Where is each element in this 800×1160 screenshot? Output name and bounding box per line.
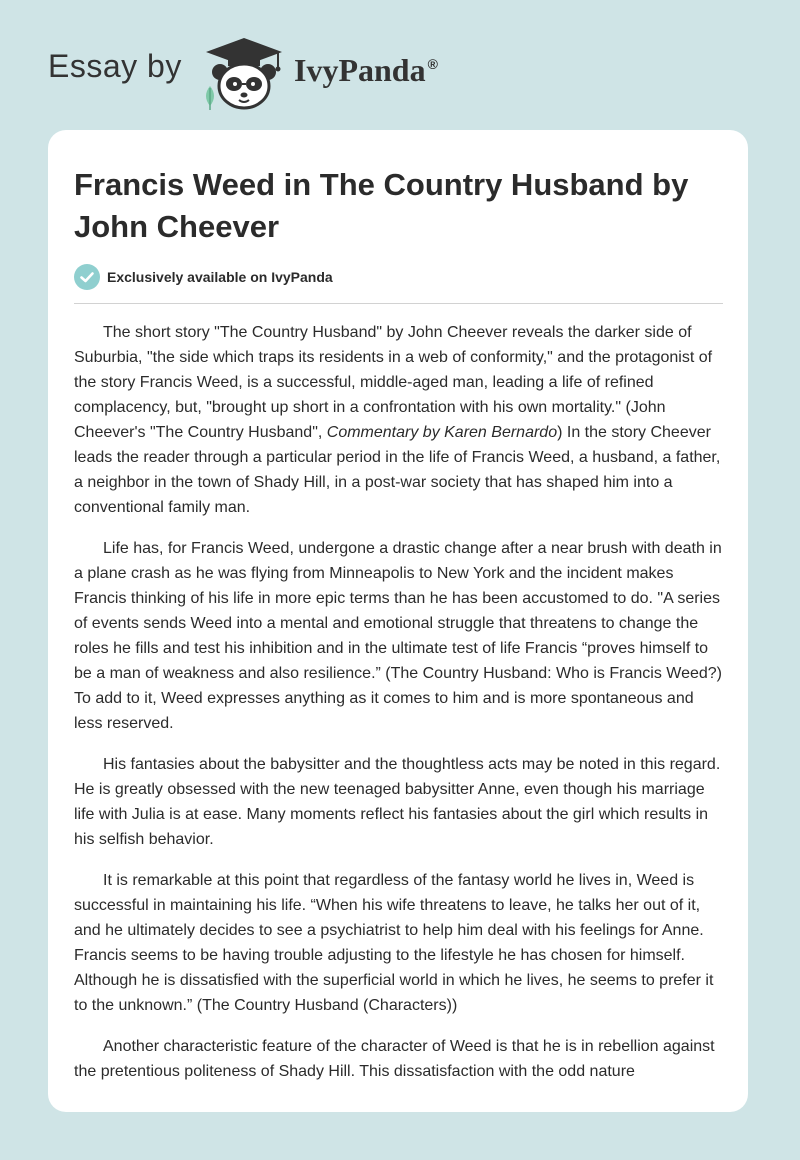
brand-name-text: IvyPanda — [294, 52, 426, 88]
citation: Commentary by Karen Bernardo — [326, 424, 558, 441]
paragraph: It is remarkable at this point that regardless of the fantasy world he lives in, Weed is successful in maintaining his life. “When his wife threatens to leave, he talks her out of it, and he ultimately decides to see a psychiatrist to help him deal with his feelings for Anne. Francis seems to be having trouble adjusting to the lifestyle he has chosen for himself. Although he is dissatisfied with the superficial world in which he lives, he seems to prefer it to the unknown.” (The Country Husband (Characters)) — [74, 872, 714, 1014]
registered-mark: ® — [427, 56, 438, 73]
exclusive-label: Exclusively available on IvyPanda — [107, 269, 333, 285]
divider — [74, 303, 723, 304]
check-circle-icon — [74, 264, 100, 290]
essay-title: Francis Weed in The Country Husband by John Cheever — [74, 167, 689, 244]
exclusive-badge — [74, 264, 333, 290]
panda-logo-icon[interactable] — [198, 34, 290, 112]
site-header — [0, 0, 800, 130]
paragraph-text: The short story "The Country Husband" by John Cheever reveals the darker side of Suburbia, "the side which traps its residents in a web of conformity," and the protagonist of the story Francis Weed, is a successful, middle-aged man, leading a life of refined complacency, but, "brought up short in a confrontation with his own mortality." (John Cheever's "The Country Husband", — [74, 324, 713, 441]
brand-name[interactable] — [294, 52, 438, 89]
paragraph — [74, 320, 726, 520]
brand-prefix: Essay by — [48, 48, 182, 84]
paragraph: Life has, for Francis Weed, undergone a drastic change after a near brush with death in a plane crash as he was flying from Minneapolis to New York and the incident makes Francis thinking of his life in more epic terms than he has been accustomed to do. "A series of events sends Weed into a mental and emotional struggle that threatens to change the roles he fills and test his inhibition and in the ultimate test of life Francis “proves himself to be a man of weakness and also resilience.” (The Country Husband: Who is Francis Weed?) To add to it, Weed expresses anything as it comes to him and is more spontaneous and less reserved. — [74, 540, 723, 732]
paragraph: Another characteristic feature of the character of Weed is that he is in rebellion against the pretentious politeness of Shady Hill. This dissatisfaction with the odd nature — [74, 1038, 715, 1080]
paragraph-text: ) In the story Cheever leads the reader through a particular period in the life of Francis Weed, a husband, a father, a neighbor in the town of Shady Hill, in a post-war society that has shaped him into a conventional family man. — [74, 424, 721, 516]
essay-card — [48, 130, 748, 1112]
essay-body — [74, 320, 726, 1100]
paragraph: His fantasies about the babysitter and the thoughtless acts may be noted in this regard. He is greatly obsessed with the new teenaged babysitter Anne, even though his marriage life with Julia is at ease. Many moments reflect his fantasies about the girl which results in his selfish behavior. — [74, 756, 721, 848]
